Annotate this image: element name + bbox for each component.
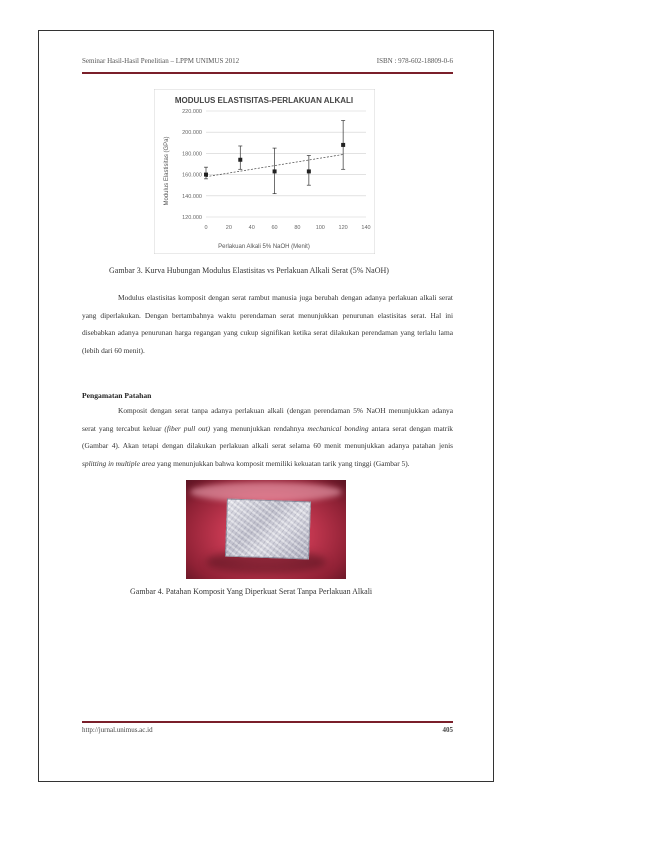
x-tick-label: 0: [204, 225, 208, 231]
section-heading-patahan: Pengamatan Patahan: [82, 391, 152, 400]
footer-url: http://jurnal.unimus.ac.id: [82, 726, 153, 734]
header-rule: [82, 72, 453, 74]
y-tick-label: 180.000: [182, 151, 202, 158]
paragraph-modulus: [82, 289, 453, 359]
x-tick-label: 120: [338, 225, 348, 231]
figure-3-caption: Gambar 3. Kurva Hubungan Modulus Elastisitas vs Perlakuan Alkali Serat (5% NaOH): [109, 266, 389, 275]
para2-text-4: yang menunjukkan bahwa komposit memiliki kekuatan tarik yang tinggi (Gambar 5).: [155, 458, 410, 468]
para2-text-2: yang menunjukkan rendahnya: [210, 423, 308, 433]
para2-italic-1: (fiber pull out): [164, 423, 211, 433]
para2-text-1: Komposit dengan serat tanpa adanya perlakuan alkali (dengan perendaman 5% NaOH menunjukkan adanya serat yang tercabut keluar: [82, 406, 453, 433]
header-seminar-title: Seminar Hasil-Hasil Penelitian – LPPM UNIMUS 2012: [82, 57, 240, 65]
x-tick-label: 60: [271, 225, 278, 231]
y-tick-label: 200.000: [182, 130, 202, 137]
data-point: [307, 169, 311, 173]
running-header: [82, 57, 453, 71]
x-tick-label: 100: [315, 225, 325, 231]
data-point: [273, 169, 277, 173]
para2-text-3: antara serat dengan matrik (Gambar 4). Akan tetapi dengan dilakukan perlakuan alkali serat selama 60 menit menunjukkan adanya patahan jenis: [82, 423, 454, 450]
figure-4-photo: [186, 480, 346, 579]
para2-italic-3: splitting in multiple area: [82, 458, 156, 468]
figure-3-chart: [154, 89, 375, 254]
figure-4-caption: Gambar 4. Patahan Komposit Yang Diperkuat Serat Tanpa Perlakuan Alkali: [130, 587, 373, 596]
x-tick-label: 40: [248, 225, 255, 231]
paragraph-patahan: [82, 402, 453, 472]
data-point: [238, 158, 242, 162]
chart-title: MODULUS ELASTISITAS-PERLAKUAN ALKALI: [174, 96, 354, 105]
running-footer: [82, 726, 453, 738]
data-point: [341, 143, 345, 147]
data-point: [204, 173, 208, 177]
paragraph-modulus-text: Modulus elastisitas komposit dengan serat rambut manusia juga berubah dengan adanya perlakuan alkali serat yang diperlakukan. Dengan bertambahnya waktu perendaman serat menunjukkan penurunan elastisitas serat. Hal ini disebabkan adanya penurunan harga regangan yang cukup signifikan ketika serat dilakukan perendaman yang terlalu lama (lebih dari 60 menit).: [82, 293, 453, 355]
chart-svg: [154, 89, 375, 254]
x-tick-label: 20: [225, 225, 232, 231]
para2-italic-2: mechanical bonding: [307, 423, 369, 433]
x-tick-label: 80: [294, 225, 301, 231]
x-axis-label: Perlakuan Alkali 5% NaOH (Menit): [218, 244, 310, 250]
y-tick-label: 160.000: [182, 172, 202, 179]
y-tick-label: 140.000: [182, 193, 202, 200]
x-tick-label: 140: [361, 225, 371, 231]
page-number: 405: [442, 726, 453, 734]
y-axis-label: Modulus Elastisitas (GPa): [164, 136, 170, 206]
header-isbn: ISBN : 978-602-18809-0-6: [376, 57, 453, 65]
footer-rule: [82, 721, 453, 723]
y-tick-label: 220.000: [182, 109, 202, 115]
y-tick-label: 120.000: [182, 215, 202, 221]
composite-specimen: [225, 499, 311, 560]
